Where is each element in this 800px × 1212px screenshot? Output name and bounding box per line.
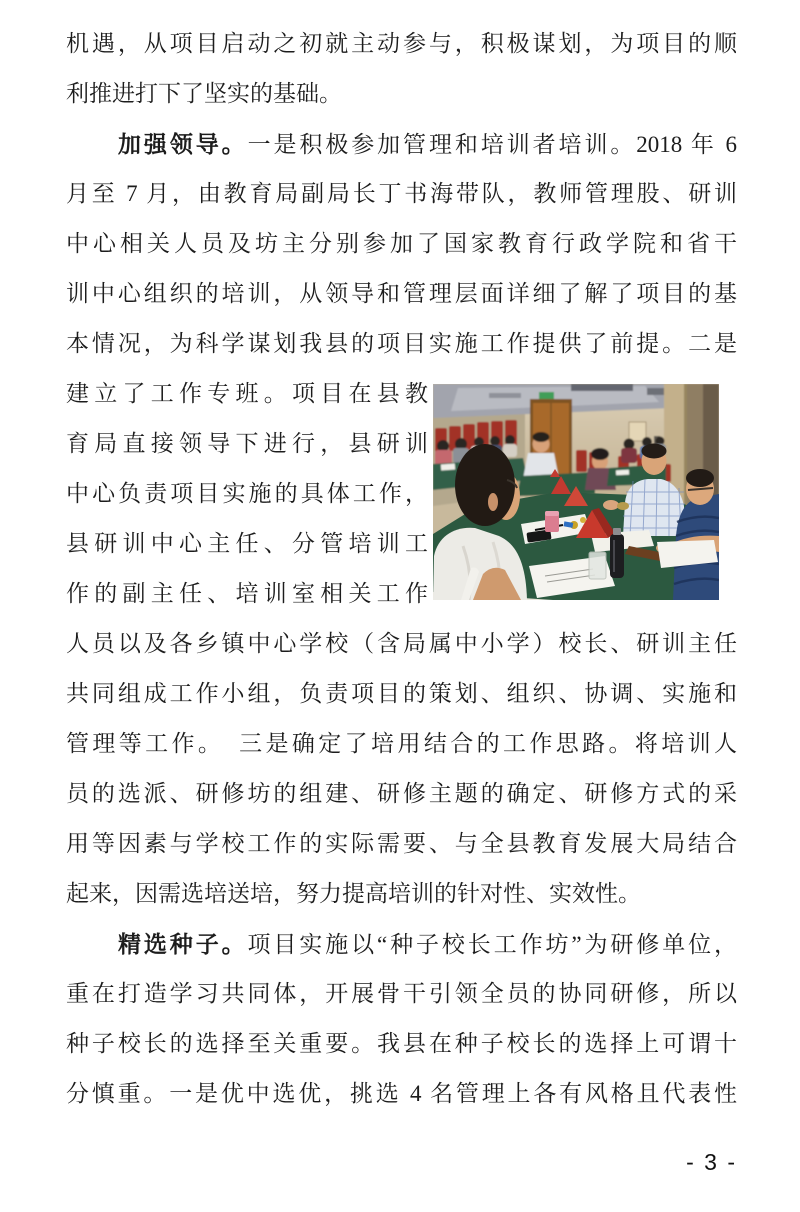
paragraph-lead: 加强领导。 [118, 131, 248, 157]
body-text-line: 管理等工作。 三是确定了培用结合的工作思路。将培训人 [66, 731, 737, 756]
body-text-line: 起来，因需选培送培，努力提高培训的针对性、实效性。 [66, 881, 641, 906]
body-text-line: 分慎重。一是优中选优，挑选 4 名管理上各有风格且代表性 [66, 1081, 737, 1106]
body-text-line: 训中心组织的培训，从领导和管理层面详细了解了项目的基 [66, 281, 737, 306]
body-text-line: 育局直接领导下进行，县研训 [66, 431, 428, 456]
body-text-line [118, 924, 737, 964]
text-span: 一是积极参加管理和培训者培训。2018 年 6 [247, 132, 738, 157]
body-text-line: 本情况，为科学谋划我县的项目实施工作提供了前提。二是 [66, 331, 737, 356]
body-text-line: 建立了工作专班。项目在县教 [66, 381, 428, 406]
page-number: - 3 - [686, 1149, 737, 1175]
body-text-line: 中心相关人员及坊主分别参加了国家教育行政学院和省干 [66, 231, 737, 256]
paragraph-lead: 精选种子。 [118, 931, 248, 957]
body-text-line: 共同组成工作小组，负责项目的策划、组织、协调、实施和 [66, 681, 737, 706]
body-text-line: 人员以及各乡镇中心学校（含局属中小学）校长、研训主任 [66, 631, 737, 656]
meeting-photo-illustration [433, 384, 719, 600]
text-span: 项目实施以“种子校长工作坊”为研修单位， [247, 932, 737, 957]
body-text-line: 利推进打下了坚实的基础。 [66, 81, 342, 106]
body-text-line: 中心负责项目实施的具体工作， [66, 481, 428, 506]
body-text-line: 重在打造学习共同体，开展骨干引领全员的协同研修，所以 [66, 981, 737, 1006]
body-text-line: 用等因素与学校工作的实际需要、与全县教育发展大局结合 [66, 831, 737, 856]
body-text-line: 月至 7 月，由教育局副局长丁书海带队，教师管理股、研训 [66, 181, 737, 206]
body-text-line: 种子校长的选择至关重要。我县在种子校长的选择上可谓十 [66, 1031, 737, 1056]
body-text-line: 机遇，从项目启动之初就主动参与，积极谋划，为项目的顺 [66, 31, 737, 56]
body-text-line: 员的选派、研修坊的组建、研修主题的确定、研修方式的采 [66, 781, 737, 806]
body-text-line: 县研训中心主任、分管培训工 [66, 531, 428, 556]
training-meeting-photo [433, 384, 719, 600]
body-text-line [118, 124, 737, 164]
body-text-line: 作的副主任、培训室相关工作 [66, 581, 428, 606]
